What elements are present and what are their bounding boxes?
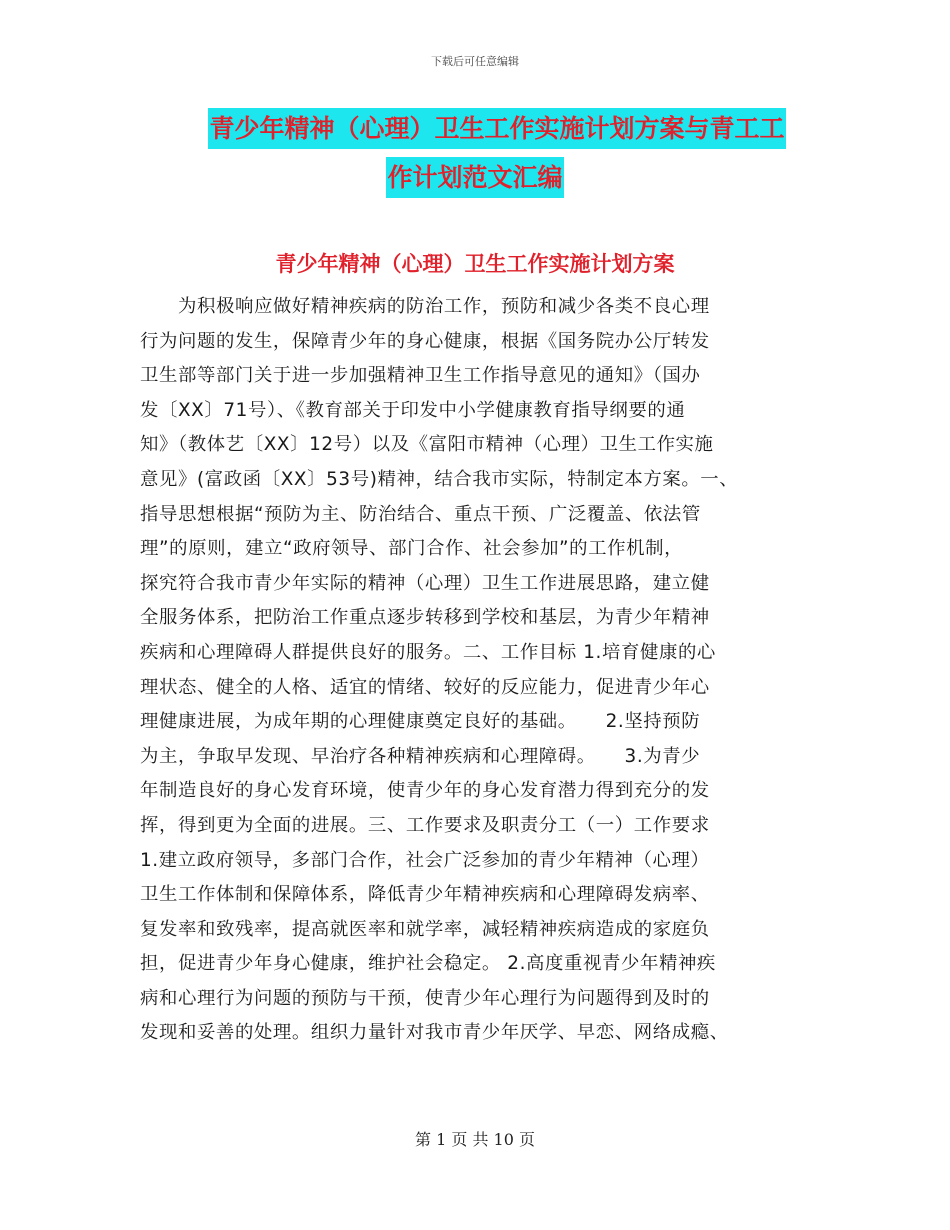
body-line: 担，促进青少年身心健康，维护社会稳定。 2.高度重视青少年精神疾 bbox=[140, 953, 716, 975]
body-line: 年制造良好的身心发育环境，使青少年的身心发育潜力得到充分的发 bbox=[140, 780, 710, 802]
body-line: 发现和妥善的处理。组织力量针对我市青少年厌学、早恋、网络成瘾、 bbox=[140, 1022, 729, 1044]
body-line: 理”的原则，建立“政府领导、部门合作、社会参加”的工作机制， bbox=[140, 538, 684, 560]
page-header: 下载后可任意编辑 bbox=[431, 55, 519, 68]
body-line: 全服务体系，把防治工作重点逐步转移到学校和基层，为青少年精神 bbox=[140, 607, 710, 629]
body-line: 知》（教体艺〔XX〕12号）以及《富阳市精神（心理）卫生工作实施 bbox=[140, 434, 714, 456]
body-line: 为积极响应做好精神疾病的防治工作，预防和减少各类不良心理 bbox=[140, 296, 710, 317]
body-line: 1.建立政府领导，多部门合作，社会广泛参加的青少年精神（心理） bbox=[140, 849, 710, 871]
body-line: 为主，争取早发现、早治疗各种精神疾病和心理障碍。 3.为青少 bbox=[140, 745, 701, 767]
body-line: 指导思想根据“预防为主、防治结合、重点干预、广泛覆盖、依法管 bbox=[140, 503, 701, 525]
title-line-1: 青少年精神（心理）卫生工作实施计划方案与青工工 bbox=[208, 108, 785, 149]
body-line: 意见》(富政函〔XX〕53号)精神，结合我市实际，特制定本方案。一、 bbox=[140, 468, 739, 490]
body-line: 卫生工作体制和保障体系，降低青少年精神疾病和心理障碍发病率、 bbox=[140, 884, 710, 906]
body-line: 理状态、健全的人格、适宜的情绪、较好的反应能力，促进青少年心 bbox=[140, 676, 710, 698]
body-line: 探究符合我市青少年实际的精神（心理）卫生工作进展思路，建立健 bbox=[140, 572, 710, 594]
body-line: 挥，得到更为全面的进展。三、工作要求及职责分工（一）工作要求 bbox=[140, 814, 710, 836]
body-paragraph bbox=[140, 290, 800, 1051]
document-title bbox=[0, 108, 950, 206]
body-line: 疾病和心理障碍人群提供良好的服务。二、工作目标 1.培育健康的心 bbox=[140, 641, 716, 663]
body-line: 行为问题的发生，保障青少年的身心健康，根据《国务院办公厅转发 bbox=[140, 330, 710, 352]
section-heading: 青少年精神（心理）卫生工作实施计划方案 bbox=[275, 252, 675, 276]
body-line: 复发率和致残率，提高就医率和就学率，减轻精神疾病造成的家庭负 bbox=[140, 918, 710, 940]
page-footer: 第 1 页 共 10 页 bbox=[415, 1130, 535, 1149]
body-line: 发〔XX〕71号）、《教育部关于印发中小学健康教育指导纲要的通 bbox=[140, 399, 686, 421]
title-line-2: 作计划范文汇编 bbox=[386, 157, 563, 198]
body-line: 理健康进展，为成年期的心理健康奠定良好的基础。 2.坚持预防 bbox=[140, 711, 701, 733]
body-line: 卫生部等部门关于进一步加强精神卫生工作指导意见的通知》（国办 bbox=[140, 365, 701, 387]
body-line: 病和心理行为问题的预防与干预，使青少年心理行为问题得到及时的 bbox=[140, 987, 710, 1009]
